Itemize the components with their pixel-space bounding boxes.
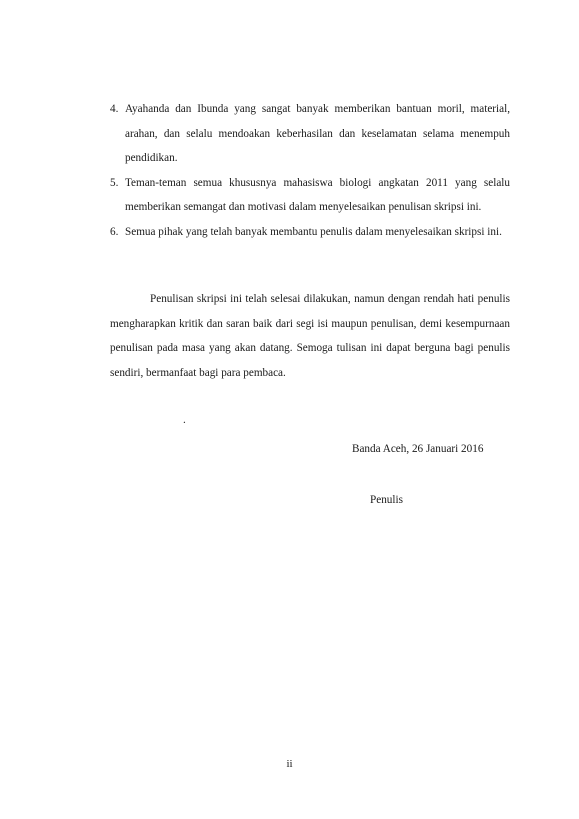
acknowledgement-list (110, 97, 510, 244)
list-item-text: Teman-teman semua khususnya mahasiswa biologi angkatan 2011 yang selalu memberikan semangat dan motivasi dalam menyelesaikan penulisan skripsi ini. (125, 176, 510, 213)
page-number: ii (286, 758, 293, 770)
list-item (110, 171, 510, 220)
list-item-number: 4. (110, 103, 119, 115)
closing-paragraph: Penulisan skripsi ini telah selesai dilakukan, namun dengan rendah hati penulis mengharapkan kritik dan saran baik dari segi isi maupun penulisan, demi kesempurnaan penulisan pada masa yang akan datang. Semoga tulisan ini dapat berguna bagi penulis sendiri, bermanfaat bagi para pembaca. (110, 293, 510, 379)
list-item-number: 6. (110, 225, 119, 238)
stray-mark: . (183, 414, 186, 426)
list-item (110, 97, 510, 171)
author-signature-label: Penulis (370, 494, 403, 506)
list-item-number: 5. (110, 176, 119, 189)
list-item (110, 220, 510, 245)
list-item-text: Semua pihak yang telah banyak membantu penulis dalam menyelesaikan skripsi ini. (125, 225, 502, 238)
place-date: Banda Aceh, 26 Januari 2016 (352, 443, 484, 455)
list-item-text: Ayahanda dan Ibunda yang sangat banyak memberikan bantuan moril, material, arahan, dan selalu mendoakan keberhasilan dan keselamatan selama menempuh pendidikan. (125, 103, 510, 164)
